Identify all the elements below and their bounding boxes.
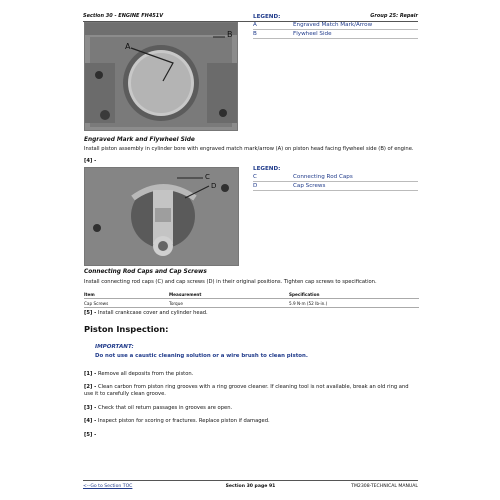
cell-specification: 5.9 N·m (52 lb-in.)	[289, 300, 328, 306]
piston-photo	[84, 22, 238, 131]
legend-row	[253, 173, 418, 182]
step-label: [4] -	[84, 418, 97, 424]
header-measurement: Measurement	[169, 291, 202, 297]
manual-name: TM2308-TECHNICAL MANUAL	[351, 484, 418, 489]
legend-title: LEGEND:	[253, 14, 281, 20]
table-row	[84, 299, 419, 308]
spec-table	[84, 290, 419, 308]
legend-row	[253, 182, 418, 191]
instruction-paragraph: Install connecting rod caps (C) and cap screws (D) in their original positions. Tighten cap screws to specification.	[84, 279, 377, 285]
step-label: [5] -	[84, 310, 97, 316]
svg-text:D: D	[211, 182, 217, 190]
cell-item: Cap Screws	[84, 300, 109, 306]
step-text: Clean carbon from piston ring grooves with a ring groove cleaner. If cleaning tool is not available, break an old ring and use it to carefully clean groove.	[84, 384, 409, 397]
step-label: [3] -	[84, 405, 97, 411]
legend-key: A	[253, 22, 257, 28]
warning-text: Do not use a caustic cleaning solution or a wire brush to clean piston.	[95, 353, 308, 359]
legend-key: B	[253, 31, 257, 37]
legend-value: Engraved Match Mark/Arrow	[293, 22, 373, 28]
step-text: Inspect piston for scoring or fractures. Replace piston if damaged.	[97, 418, 270, 424]
step-text: Check that oil return passages in grooves are open.	[97, 405, 233, 411]
legend-row	[253, 21, 418, 30]
header-item: Item	[84, 291, 95, 297]
step-text: Remove all deposits from the piston.	[97, 371, 194, 377]
page-footer	[83, 480, 418, 491]
legend-title: LEGEND:	[253, 166, 281, 172]
legend-1	[253, 14, 418, 39]
step-5-line	[84, 310, 419, 317]
legend-value: Connecting Rod Caps	[293, 174, 353, 180]
important-label: IMPORTANT:	[95, 344, 134, 350]
svg-text:C: C	[205, 173, 210, 181]
step-text: Install crankcase cover and cylinder head.	[97, 310, 208, 316]
section-toc-link[interactable]: <--Go to Section TOC	[83, 484, 133, 489]
legend-value: Cap Screws	[293, 183, 326, 189]
caption-engraved-mark: Engraved Mark and Flywheel Side	[84, 137, 195, 143]
inspection-step	[84, 432, 419, 439]
legend-row	[253, 30, 418, 39]
connecting-rod-photo	[84, 167, 239, 266]
inspection-step	[84, 418, 419, 425]
legend-key: D	[253, 183, 258, 189]
cell-measurement: Torque	[169, 300, 183, 306]
legend-2	[253, 166, 418, 191]
inspection-step	[84, 384, 419, 398]
svg-text:B: B	[227, 30, 233, 39]
header-specification: Specification	[289, 291, 320, 297]
table-header	[84, 290, 419, 299]
instruction-paragraph: Install piston assembly in cylinder bore with engraved match mark/arrow (A) on piston head facing flywheel side (B) of engine.	[84, 146, 414, 152]
step-label: [1] -	[84, 371, 97, 377]
step-label: [5] -	[84, 432, 97, 438]
inspection-step	[84, 371, 419, 378]
step-label: [4] -	[84, 158, 97, 164]
legend-value: Flywheel Side	[293, 31, 332, 37]
step-label: [2] -	[84, 384, 97, 390]
caption-connecting-rod: Connecting Rod Caps and Cap Screws	[84, 269, 207, 275]
header-section: Section 30 - ENGINE FH451V	[83, 13, 164, 19]
legend-key: C	[253, 174, 257, 180]
section-heading: Piston Inspection:	[84, 324, 169, 334]
svg-text:A: A	[125, 42, 131, 51]
page-number: Section 30 page 91	[225, 484, 276, 489]
inspection-step	[84, 405, 419, 412]
header-group: Group 25: Repair	[370, 13, 418, 19]
